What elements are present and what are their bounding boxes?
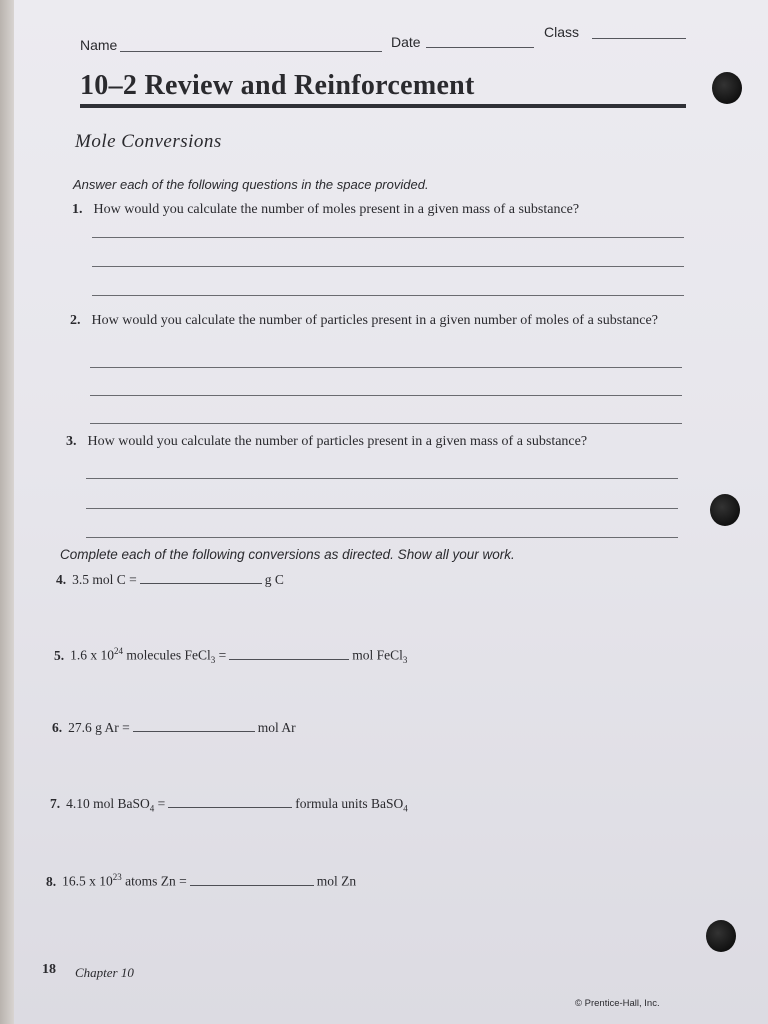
question-text: How would you calculate the number of particles present in a given number of moles of a substance? [91,313,658,328]
conversion-given: 27.6 g Ar = [68,720,130,735]
conversion-given: 16.5 x 10 [62,873,113,889]
conversion-number: 6. [52,720,63,735]
exponent: 23 [112,872,122,882]
section-subtitle: Mole Conversions [75,131,222,152]
conversion-4 [56,572,284,588]
conversion-unit: mol Zn [316,873,357,889]
exponent: 24 [114,646,123,656]
date-label: Date [391,34,421,50]
answer-blank[interactable] [229,659,349,660]
answer-blank[interactable] [168,807,292,808]
conversion-number: 8. [46,873,57,889]
answer-line[interactable] [86,537,678,538]
binder-hole-icon [712,72,742,104]
conversion-number: 5. [54,647,65,663]
conversion-given: 3.5 mol C = [72,572,137,587]
page-number: 18 [42,962,56,977]
answer-blank[interactable] [133,731,255,732]
conversion-number: 7. [50,796,61,811]
answer-line[interactable] [92,295,684,296]
conversion-unit: g C [264,572,284,587]
name-label: Name [80,37,118,53]
conversion-unit: mol FeCl [352,647,403,663]
conversion-8 [46,872,356,890]
question-1 [72,202,692,218]
question-2 [70,313,692,329]
section1-instruction: Answer each of the following questions in the space provided. [73,177,429,192]
class-field-line[interactable] [592,38,686,39]
answer-line[interactable] [86,478,678,479]
conversion-6 [52,720,296,736]
conversion-given-rest: atoms Zn = [121,873,187,889]
conversion-unit: mol Ar [257,720,296,735]
question-number: 3. [66,434,77,449]
subscript: 3 [210,655,216,666]
name-field-line[interactable] [120,51,382,52]
answer-line[interactable] [92,237,684,238]
question-text: How would you calculate the number of particles present in a given mass of a substance? [87,434,588,449]
answer-blank[interactable] [140,583,262,584]
chapter-label: Chapter 10 [75,965,134,980]
subscript: 4 [149,803,155,814]
worksheet-page [14,0,768,1024]
conversion-given: 4.10 mol BaSO [66,796,150,811]
page-title: 10–2 Review and Reinforcement [80,70,475,101]
subscript: 3 [402,655,408,666]
conversion-unit: formula units BaSO [295,796,404,811]
page-edge [0,0,14,1024]
conversion-given-rest: molecules FeCl [123,647,211,663]
binder-hole-icon [710,494,740,526]
date-field-line[interactable] [426,47,534,48]
class-label: Class [544,24,580,40]
binder-hole-icon [706,920,736,952]
conversion-number: 4. [56,572,67,587]
equals-sign: = [154,796,166,811]
answer-line[interactable] [86,508,678,509]
question-3 [66,434,692,450]
conversion-5 [54,646,407,665]
question-number: 2. [70,313,81,328]
answer-line[interactable] [90,367,682,368]
subscript: 4 [403,803,408,814]
answer-line[interactable] [90,395,682,396]
answer-blank[interactable] [190,885,314,886]
answer-line[interactable] [92,266,684,267]
conversion-7 [50,796,408,814]
answer-line[interactable] [90,423,682,424]
title-rule [80,104,686,108]
section2-instruction: Complete each of the following conversions as directed. Show all your work. [60,547,515,562]
equals-sign: = [215,647,227,663]
conversion-given: 1.6 x 10 [70,647,114,663]
question-text: How would you calculate the number of moles present in a given mass of a substance? [93,202,580,217]
question-number: 1. [72,202,83,217]
copyright: © Prentice-Hall, Inc. [575,998,660,1009]
